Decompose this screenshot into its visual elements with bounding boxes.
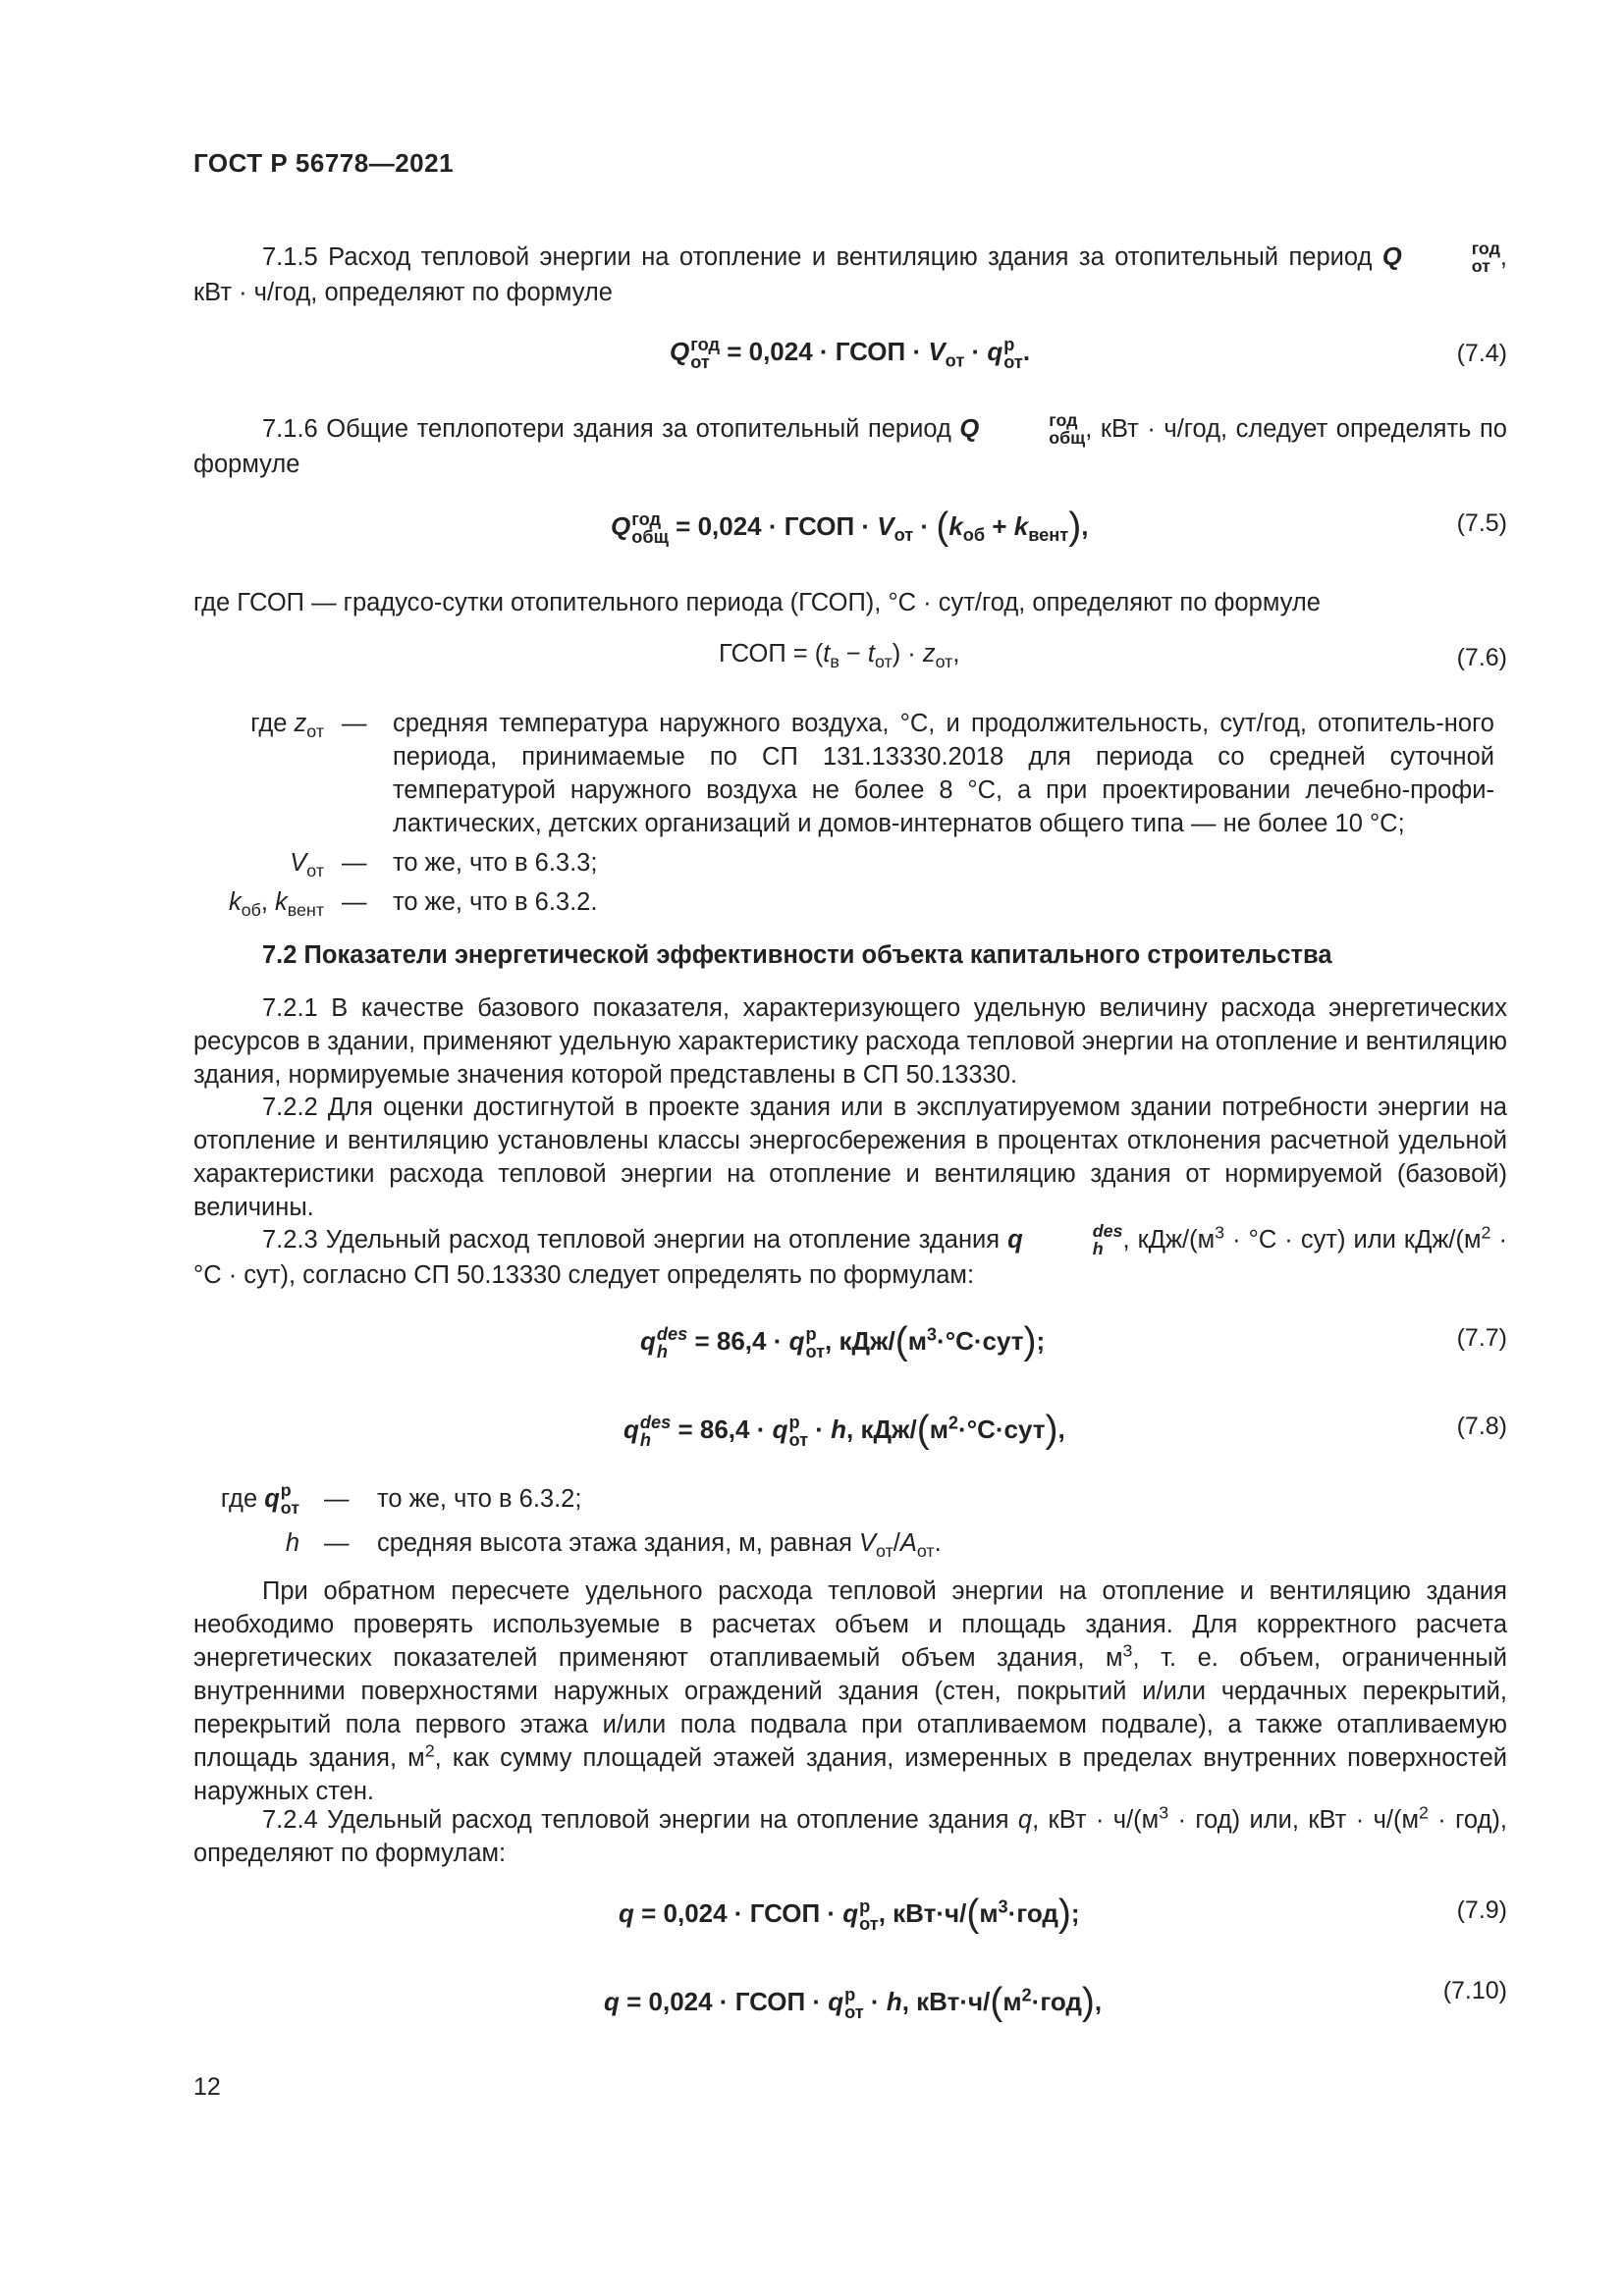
exp: 3	[1122, 1640, 1133, 1661]
equation-number: (7.6)	[1456, 644, 1507, 671]
where-label-k	[137, 885, 324, 919]
eq-part: ·	[913, 511, 937, 541]
dash: —	[342, 888, 367, 916]
sub: общ	[1049, 428, 1086, 449]
sub: вент	[287, 900, 324, 921]
sub: h	[656, 1342, 669, 1362]
eq-sym: q	[987, 337, 1003, 367]
equation-number: (7.8)	[1456, 1413, 1507, 1440]
page-number: 12	[193, 2073, 221, 2101]
eq-part: , кВт·ч/	[878, 1898, 967, 1928]
paren: (	[966, 1893, 980, 1935]
symbol-q-ot-god: Q	[1381, 243, 1402, 271]
eq-part: м	[979, 1898, 999, 1928]
eq-sym: V	[877, 511, 894, 541]
sep: ,	[260, 888, 276, 916]
paragraph-7-2-4	[193, 1803, 1507, 1870]
sup: год	[1049, 410, 1078, 431]
paragraph-gsop: где ГСОП — градусо-сутки отопительного периода (ГСОП), °С · сут/год, определяют по формуле	[193, 589, 1321, 616]
sup: р	[805, 1323, 817, 1344]
sup: р	[280, 1480, 292, 1501]
eq-sym: k	[948, 511, 963, 541]
eq-sym: q	[828, 1987, 844, 2016]
eq-part: ·	[863, 1987, 887, 2016]
sub: от	[280, 1498, 299, 1519]
text: · °С · сут) или кДж/(м	[1224, 1226, 1482, 1254]
label: где	[250, 710, 295, 737]
equation-number: (7.9)	[1456, 1896, 1507, 1924]
eq-part: ) ·	[892, 640, 923, 667]
sup: des	[656, 1323, 688, 1344]
equation-7-6	[193, 640, 1507, 689]
p715-tail: , кВт · ч/год, определяют по формуле	[193, 243, 1507, 307]
p716-tail: , кВт · ч/год, следует определять по формуле	[193, 415, 1507, 479]
where-label-v	[196, 846, 324, 880]
text: · год) или, кВт · ч/(м	[1168, 1806, 1419, 1834]
sup: des	[639, 1412, 672, 1432]
eq-part: ·	[964, 337, 988, 367]
eq-sym: z	[294, 710, 307, 737]
sup: р	[844, 1984, 856, 2004]
exp: 2	[1481, 1222, 1491, 1243]
eq-sym: k	[275, 888, 288, 916]
where-text-v: то же, что в 6.3.3;	[393, 849, 598, 877]
where-text-z: средняя температура наружного воздуха, °С, и продолжительность, сут/год, отопитель-ного периода, принимаемые по СП 131.13330.2018 для периода со средней суточной температурой наружного воздуха не более 8 °С, а при проектировании лечебно-профи-лактических, детских организаций и домов-интернатов общего типа — не более 10 °С;	[393, 710, 1494, 837]
eq-sym: k	[1013, 511, 1029, 541]
eq-part: = 0,024 · ГСОП ·	[719, 337, 929, 367]
sub: от	[874, 652, 893, 672]
eq-sym: V	[290, 849, 307, 877]
text: , кВт · ч/(м	[1032, 1806, 1160, 1834]
paren: (	[916, 1409, 930, 1451]
eq-part: ;	[1070, 1898, 1080, 1928]
document-header: ГОСТ Р 56778—2021	[193, 148, 455, 178]
eq-sym: q	[264, 1485, 280, 1513]
formula-7-7	[640, 1320, 1045, 1363]
sup: р	[788, 1412, 800, 1432]
eq-part: = 0,024 · ГСОП ·	[619, 1987, 829, 2016]
exp: 2	[947, 1413, 959, 1433]
text: .	[934, 1529, 942, 1557]
sub: от	[690, 352, 710, 373]
eq-sym: q	[772, 1415, 788, 1444]
where-label-h	[177, 1526, 299, 1560]
eq-part: м	[929, 1415, 948, 1444]
where-text-k: то же, что в 6.3.2.	[393, 888, 598, 916]
dash: —	[324, 1529, 350, 1557]
formula-7-4	[670, 336, 1030, 371]
text: 7.2.4 Удельный расход тепловой энергии на отопление здания	[262, 1806, 1018, 1834]
exp: 2	[1021, 1985, 1032, 2005]
eq-sym: A	[899, 1529, 917, 1557]
sub: от	[1003, 352, 1023, 373]
eq-part: , кДж/	[825, 1326, 895, 1356]
where-text-h	[377, 1526, 942, 1560]
eq-part: = 0,024 · ГСОП ·	[668, 511, 878, 541]
eq-part: ·	[808, 1415, 832, 1444]
eq-part: = 0,024 · ГСОП ·	[633, 1898, 843, 1928]
sub: от	[1471, 256, 1490, 277]
text: /	[893, 1529, 900, 1557]
exp: 2	[1418, 1802, 1429, 1823]
equation-7-9	[193, 1893, 1507, 1942]
exp: 3	[1159, 1802, 1169, 1823]
formula-7-8	[623, 1409, 1065, 1452]
eq-sym: q	[640, 1326, 656, 1356]
sub: об	[241, 900, 261, 921]
eq-sym: Q	[611, 511, 631, 541]
eq-part: ·год	[1007, 1898, 1058, 1928]
eq-part: ;	[1036, 1326, 1046, 1356]
paren: )	[1023, 1320, 1037, 1362]
equation-7-7	[193, 1320, 1507, 1369]
symbol-q-h-des: q	[1007, 1226, 1023, 1254]
where-label-z	[196, 707, 324, 740]
eq-sym: t	[867, 640, 875, 667]
sub: от	[306, 721, 324, 742]
paren: )	[1057, 1893, 1071, 1935]
text: , кДж/(м	[1122, 1226, 1216, 1254]
sub: от	[859, 1914, 879, 1935]
eq-part: = 86,4 ·	[671, 1415, 773, 1444]
sub: от	[945, 350, 965, 371]
equation-number: (7.4)	[1456, 340, 1507, 367]
sub: в	[830, 652, 839, 672]
eq-sym: V	[928, 337, 946, 367]
sub: от	[916, 1541, 935, 1562]
sub: вент	[1028, 525, 1069, 546]
section-title-7-2: 7.2 Показатели энергетической эффективности объекта капитального строительства	[262, 941, 1332, 969]
formula-7-10	[604, 1981, 1102, 2024]
dash: —	[342, 710, 367, 737]
sup: год	[690, 335, 720, 354]
exp: 3	[998, 1896, 1008, 1917]
paren: )	[1068, 506, 1082, 548]
p715-text: 7.1.5 Расход тепловой энергии на отопление и вентиляцию здания за отопительный период	[262, 243, 1373, 271]
eq-sym: z	[922, 640, 936, 667]
dash: —	[342, 849, 367, 877]
eq-part: , кВт·ч/	[901, 1987, 991, 2016]
sup: год	[631, 508, 661, 529]
paragraph-recalc	[193, 1575, 1507, 1808]
paren: )	[1045, 1409, 1058, 1451]
p716-text: 7.1.6 Общие теплопотери здания за отопительный период	[262, 415, 951, 443]
paragraph-7-2-2: 7.2.2 Для оценки достигнутой в проекте здания или в эксплуатируемом здании потребности энергии на отопление и вентиляцию установлены классы энергосбережения в процентах отклонения расчетной удельной характеристики расхода тепловой энергии на отопление и вентиляцию здания от нормируемой (базовой) величины.	[193, 1094, 1507, 1221]
eq-part: +	[985, 511, 1014, 541]
symbol-q-obsh-god: Q	[959, 415, 980, 443]
eq-sym: V	[859, 1529, 877, 1557]
eq-part: , кДж/	[846, 1415, 917, 1444]
eq-part: ,	[1081, 511, 1089, 541]
eq-part: ,	[1057, 1415, 1065, 1444]
sup: р	[1003, 335, 1015, 354]
sup: des	[1092, 1221, 1123, 1242]
sub: от	[788, 1430, 809, 1451]
dash: —	[324, 1485, 350, 1513]
paren: (	[990, 1981, 1003, 2023]
text: · год), определяют по формулам:	[193, 1806, 1507, 1867]
eq-sym: q	[619, 1898, 634, 1928]
eq-part: = 86,4 ·	[687, 1326, 789, 1356]
formula-7-6	[719, 640, 960, 672]
eq-sym: Q	[670, 337, 690, 367]
eq-sym: q	[842, 1898, 859, 1928]
paragraph-7-1-6	[193, 412, 1507, 481]
exp: 3	[1215, 1222, 1225, 1243]
sub: от	[306, 861, 324, 881]
sub: от	[844, 2002, 864, 2023]
equation-number: (7.5)	[1456, 509, 1507, 537]
sub: от	[935, 652, 953, 672]
eq-part: ·°С·сут	[937, 1326, 1024, 1356]
formula-7-9	[619, 1893, 1080, 1936]
eq-sym: t	[823, 640, 831, 667]
exp: 2	[424, 1740, 435, 1761]
where-label-q	[177, 1482, 299, 1518]
eq-part: м	[907, 1326, 927, 1356]
label: где	[220, 1485, 265, 1513]
equation-7-4	[193, 336, 1507, 385]
equation-7-8	[193, 1409, 1507, 1458]
sub: об	[962, 525, 986, 546]
equation-number: (7.7)	[1456, 1324, 1507, 1352]
paragraph-7-1-5	[193, 240, 1507, 309]
sup: год	[1471, 239, 1500, 259]
text: · °С · сут), согласно СП 50.13330 следует определять по формулам:	[193, 1226, 1507, 1290]
eq-sym: h	[886, 1987, 902, 2016]
formula-7-5	[611, 506, 1088, 549]
eq-sym: k	[228, 888, 242, 916]
eq-sym: q	[1017, 1806, 1033, 1834]
paren: (	[936, 506, 949, 548]
where-text-q: то же, что в 6.3.2;	[377, 1485, 582, 1513]
eq-sym: h	[831, 1415, 847, 1444]
eq-part: ,	[1094, 1987, 1103, 2016]
sub: h	[639, 1430, 652, 1451]
p723-text: 7.2.3 Удельный расход тепловой энергии на отопление здания	[262, 1226, 1001, 1254]
exp: 3	[926, 1324, 938, 1345]
sup: р	[859, 1896, 871, 1916]
eq-sym: q	[623, 1415, 639, 1444]
sub: h	[1092, 1239, 1104, 1259]
eq-part: −	[839, 640, 868, 667]
eq-sym: h	[285, 1529, 299, 1557]
eq-part: м	[1002, 1987, 1022, 2016]
paren: (	[894, 1320, 908, 1362]
sub: от	[876, 1541, 893, 1562]
eq-part: ГСОП = (	[719, 640, 824, 667]
eq-part: ·год	[1031, 1987, 1082, 2016]
eq-sym: q	[604, 1987, 620, 2016]
text: При обратном пересчете удельного расхода тепловой энергии на отопление и вентиляцию здания необходимо проверять используемые в расчетах объем и площадь здания. Для корректного расчета энергетических показателей применяют отапливаемый объем здания, м	[193, 1577, 1507, 1672]
equation-7-5	[193, 506, 1507, 555]
equation-7-10	[193, 1977, 1507, 2030]
eq-part: ·°С·сут	[958, 1415, 1046, 1444]
eq-part: ,	[952, 640, 960, 667]
eq-part: .	[1022, 337, 1031, 367]
text: , т. е. объем, ограниченный внутренними поверхностями наружных ограждений здания (стен, покрытий и/или чердачных перекрытий, перекрытий пола первого этажа и/или пола подвала при отапливаемом подвале), а также отапливаемую площадь здания, м	[193, 1644, 1507, 1772]
text: средняя высота этажа здания, м, равная	[377, 1529, 860, 1557]
sub: от	[893, 525, 914, 546]
text: , как сумму площадей этажей здания, измеренных в пределах внутренних поверхностей наружных стен.	[193, 1744, 1507, 1805]
sub: от	[805, 1342, 826, 1362]
equation-number: (7.10)	[1442, 1977, 1507, 2004]
paragraph-7-2-1: 7.2.1 В качестве базового показателя, характеризующего удельную величину расхода энергетических ресурсов в здании, применяют удельную характеристику расхода тепловой энергии на отопление и вентиляцию здания, нормируемые значения которой представлены в СП 50.13330.	[193, 994, 1507, 1089]
paren: )	[1081, 1981, 1095, 2023]
sub: общ	[631, 527, 669, 548]
eq-sym: q	[788, 1326, 805, 1356]
paragraph-7-2-3	[193, 1223, 1507, 1292]
